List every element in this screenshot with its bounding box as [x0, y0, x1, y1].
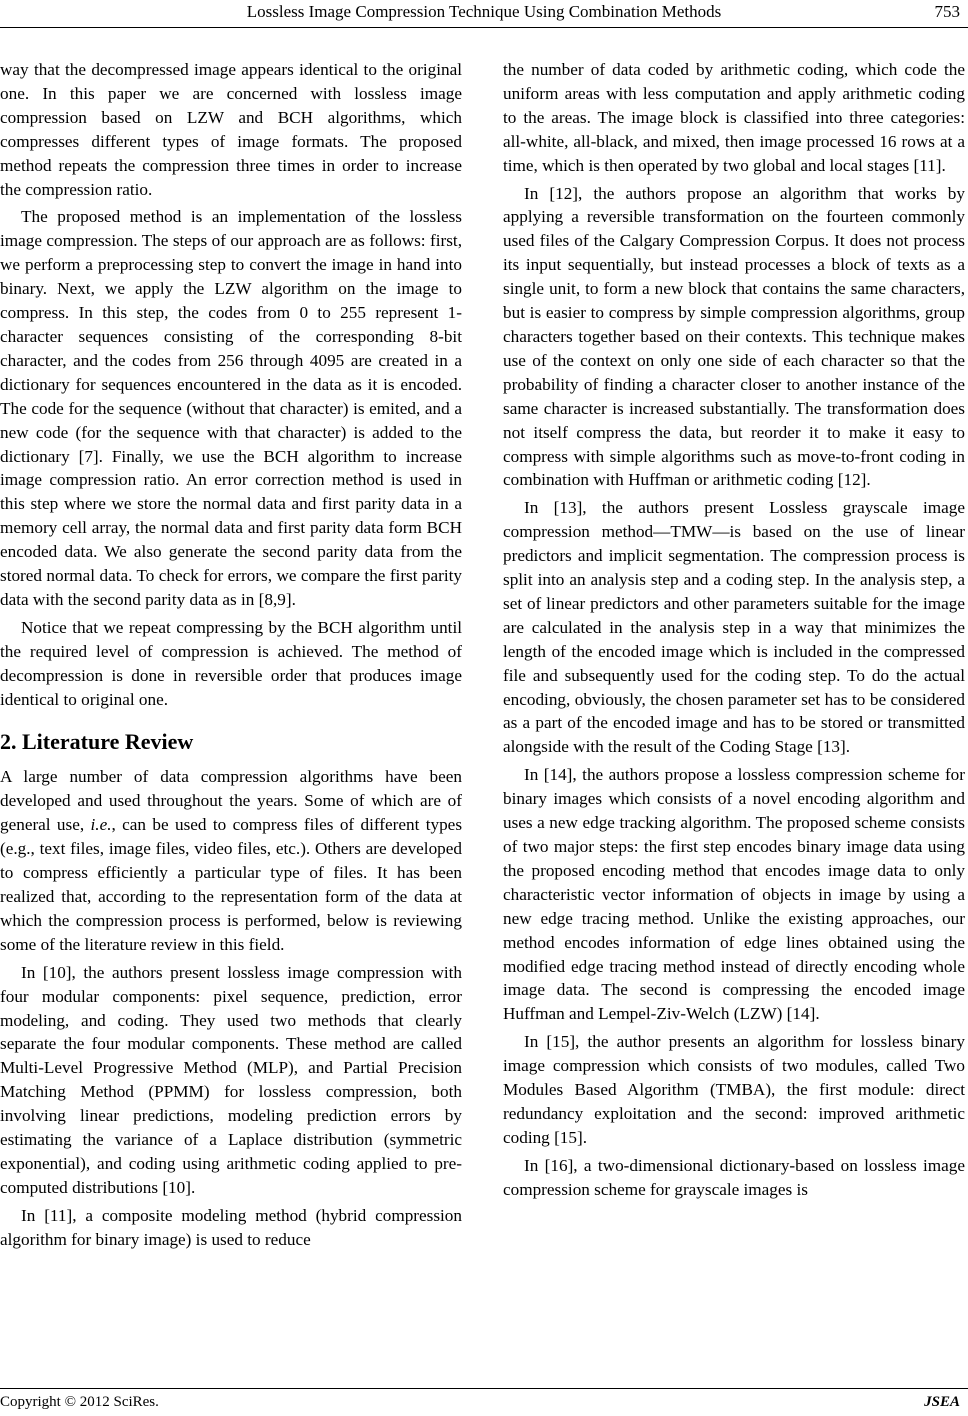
journal-abbrev: JSEA	[924, 1394, 960, 1410]
paragraph: Notice that we repeat compressing by the BCH algorithm until the required level of compression is achieved. The method of decompression is done in reversible order that produces image identical to original one.	[0, 617, 462, 709]
section-heading: 2. Literature Review	[0, 729, 194, 755]
paragraph: In [14], the authors propose a lossless compression scheme for binary images which consists of a novel encoding algorithm and uses a new edge tracking algorithm. The proposed scheme consists of two major steps: the first step encodes binary image data using the proposed encoding method that encodes image data to only characteristic vector information of objects in image by using a new edge tracing method. Unlike the existing approaches, our method encodes information of edge lines obtained using the modified edge tracing method instead of directly encoding whole image data. The second is compressing the encoded image Huffman and Lempel-Ziv-Welch (LZW) [14].	[503, 765, 965, 1024]
text-run: , can be used to compress files of different types (e.g., text files, image files, video files, etc.). Others are developed to compress efficiently a particular type of files. It has been realized that, according to the representation form of the data at which the compression process is performed, below is reviewing some of the literature review in this field.	[0, 815, 463, 954]
paragraph	[0, 765, 462, 956]
paragraph: In [11], a composite modeling method (hybrid compression algorithm for binary image) is used to reduce	[0, 1205, 462, 1249]
paragraph: In [16], a two-dimensional dictionary-based on lossless image compression scheme for grayscale images is	[503, 1155, 965, 1199]
paragraph: In [13], the authors present Lossless grayscale image compression method—TMW—is based on the use of linear predictors and implicit segmentation. The compression process is split into an analysis step and a coding step. In the analysis step, a set of linear predictors and other parameters suitable for the image are calculated in the analysis step in a way that minimizes the length of the encoded image which is included in the compressed file and subsequently used for the coding step. To do the actual encoding, obviously, the chosen parameter set has to be considered as a part of the encoded image and has to be stored or transmitted alongside with the result of the Coding Stage [13].	[503, 498, 965, 757]
copyright-notice: Copyright © 2012 SciRes.	[0, 1394, 159, 1410]
running-header	[0, 0, 968, 26]
running-title: Lossless Image Compression Technique Using Combination Methods	[246, 2, 722, 21]
paragraph: The proposed method is an implementation of the lossless image compression. The steps of our approach are as follows: first, we perform a preprocessing step to convert the image in hand into binary. Next, we apply the LZW algorithm on the image to compress. In this step, the codes from 0 to 255 represent 1-character sequences consisting of the corresponding 8-bit character, and the codes from 256 through 4095 are created in a dictionary for sequences encountered in the data as it is encoded. The code for the sequence (without that character) is emited, and a new code (for the sequence with that character) is added to the dictionary [7]. Finally, we use the BCH algorithm to increase image compression ratio. An error correction method is used in this step where we store the normal data and first parity data in a memory cell array, the normal data and first parity data form BCH encoded data. We also generate the second parity data from the stored normal data. To check for errors, we compare the first parity data with the second parity data as in [8,9].	[0, 207, 462, 609]
paragraph: In [10], the authors present lossless image compression with four modular components: pixel sequence, prediction, error modeling, and coding. They used two methods that clearly separate the four modular components. These method are called Multi-Level Progressive Method (MLP), and Partial Precision Matching Method (PPMM) for lossless compression, both involving linear predictions, modeling prediction errors by estimating the variance of a Laplace distribution (symmetric exponential), and coding using arithmetic coding applied to pre-computed distributions [10].	[0, 962, 462, 1197]
header-divider	[0, 27, 968, 28]
paragraph: In [12], the authors propose an algorithm that works by applying a reversible transformation on the fourteen commonly used files of the Calgary Compression Corpus. It does not process its input sequentially, but instead processes a block of texts as a single unit, to form a new block that contains the same characters, but is easier to compress by simple compression algorithms, group characters together based on their contexts. This technique makes use of the context on only one side of each character so that the probability of finding a character closer to another instance of the same character is increased substantially. The transformation does not itself compress the data, but reorder it to make it easy to compress with simple algorithms such as move-to-front coding in combination with Huffman or arithmetic coding [12].	[503, 183, 965, 490]
paragraph: way that the decompressed image appears identical to the original one. In this paper we are concerned with lossless image compression based on LZW and BCH algorithms, which compresses different types of image formats. The proposed method repeats the compression three times in order to increase the compression ratio.	[0, 60, 462, 199]
paragraph: In [15], the author presents an algorithm for lossless binary image compression which consists of two modules, called Two Modules Based Algorithm (TMBA), the first module: direct redundancy exploitation and the second: improved arithmetic coding [15].	[503, 1032, 965, 1147]
italic-text: i.e.	[90, 815, 112, 835]
footer-divider	[0, 1388, 968, 1389]
right-column	[503, 58, 965, 1206]
left-column	[0, 58, 462, 1256]
page-number: 753	[934, 2, 960, 21]
paragraph: the number of data coded by arithmetic coding, which code the uniform areas with less computation and apply arithmetic coding to the areas. The image block is classified into three categories: all-white, all-black, and mixed, then image processed 16 rows at a time, which is then operated by two global and local stages [11].	[503, 60, 965, 175]
text-run: A large number of data compression algorithms have been developed and used throughout the years. Some of which are of general use,	[0, 767, 462, 835]
